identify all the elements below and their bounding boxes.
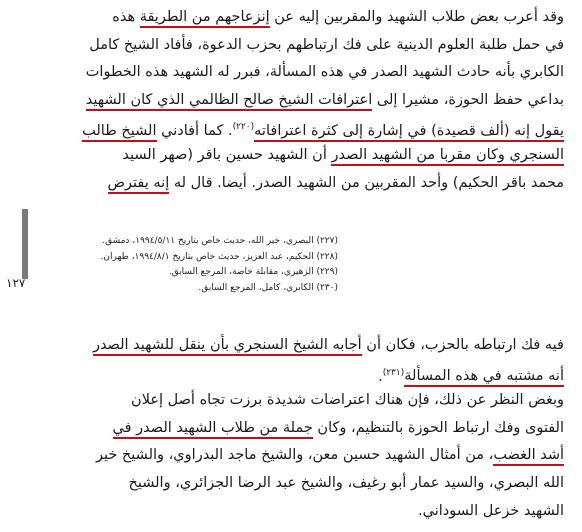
footnote: (٢٢٧) البصري، خير الله، حديث خاص بتاريخ ١٩٩٤/٥/١١، دمشق.	[102, 236, 338, 246]
footnote: (٢٢٨) الحكيم، عبد العزيز، حديث خاص بتاريخ ١٩٩٤/٨/١، طهران.	[100, 251, 338, 262]
footnote: (٢٣٠) الكابري، كامل، المرجع السابق.	[198, 282, 338, 293]
margin-bar	[22, 209, 28, 279]
text-line: وقد أعرب بعض طلاب الشهيد والمقربين إليه عن إنزعاجهم من الطريقة هذه	[44, 4, 564, 32]
footnote-ref: (٢٢٠)	[232, 122, 255, 133]
text-line: بداعي حفظ الحوزة، مشيرا إلى اعترافات الشيخ صالح الظالمي الذي كان الشهيد	[44, 87, 564, 115]
text-line: الشهيد خزعل السوداني.	[418, 502, 564, 519]
text-line: محمد باقر الحكيم) وأحد المقربين من الشهيد الصدر. أيضا. قال له إنه يفترض	[44, 170, 564, 198]
footnote-ref: (٢٣١)	[382, 367, 405, 378]
middle-paragraph	[44, 332, 564, 525]
text-line: أنه مشتبه في هذه المسألة$^{(٢٣١)}$.	[44, 360, 564, 388]
text-line: أشد الغضب، من أمثال الشهيد حسين معن، والشيخ ماجد البدراوي، والشيخ خير	[44, 442, 564, 470]
text-line: وبغض النظر عن ذلك، فإن هناك اعتراضات شديدة برزت تجاه أصل إعلان	[131, 392, 564, 409]
text-line: الله البصري، والسيد عمار أبو رغيف، والشيخ عبد الرضا الجزائري، والشيخ	[128, 474, 564, 491]
text-line: في حمل طلبة العلوم الدينية على فك ارتباطهم بحزب الدعوة، فأفاد الشيخ كامل	[89, 36, 564, 53]
footnote: (٢٢٩) الزهيري، مقابلة خاصة، المرجع السابق.	[168, 267, 338, 278]
text-line: فيه فك ارتباطه بالحزب، فكان أن أجابه الشيخ السنجري بأن ينقل للشهيد الصدر	[44, 332, 564, 360]
text-line: السنجري وكان مقربا من الشهيد الصدر أن الشهيد حسين باقر (صهر السيد	[44, 142, 564, 170]
text-line: الفتوى وفك ارتباط الحوزة بالتنظيم، وكان جملة من طلاب الشهيد الصدر في	[44, 415, 564, 443]
footnotes	[101, 234, 338, 296]
page-number: ١٢٧	[6, 276, 26, 290]
text-line: يقول إنه (ألف قصيدة) في إشارة إلى كثرة اعترافاته$^{(٢٢٠)}$. كما أفادني الشيخ طالب	[44, 114, 564, 142]
text-line: الكابري بأنه حادث الشهيد الصدر في هذه المسألة، فبرر له الشهيد هذه الخطوات	[85, 64, 564, 81]
top-paragraph	[44, 4, 564, 197]
